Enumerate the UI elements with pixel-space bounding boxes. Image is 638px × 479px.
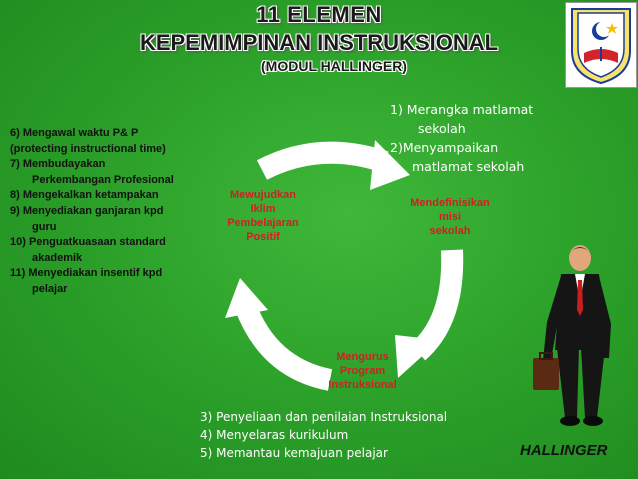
elements-list-right <box>390 100 590 176</box>
cycle-label-climate: Mewujudkan Iklim Pembelajaran Positif <box>227 189 299 243</box>
list-item: 10) Penguatkuasaan standard <box>10 236 166 249</box>
businessman-icon <box>525 240 625 430</box>
list-item: 4) Menyelaras kurikulum <box>200 428 349 442</box>
list-item: sekolah <box>418 121 466 136</box>
list-item: akademik <box>32 251 83 264</box>
cycle-arrow-top <box>262 153 385 170</box>
cycle-arrowhead-bottom <box>225 278 268 318</box>
list-item: 6) Mengawal waktu P& P <box>10 127 139 139</box>
elements-list-left <box>10 126 220 298</box>
subtitle: (MODUL HALLINGER) <box>261 58 407 74</box>
list-item: guru <box>32 220 57 233</box>
cycle-label-mission: Mendefinisikan misi sekolah <box>410 197 490 237</box>
list-item: matlamat sekolah <box>412 159 525 174</box>
list-item: 9) Menyediakan ganjaran kpd <box>10 204 164 217</box>
cycle-arrow-right <box>418 250 452 352</box>
list-item: pelajar <box>32 282 68 295</box>
list-item: (protecting instructional time) <box>10 142 166 155</box>
list-item: 7) Membudayakan <box>10 158 106 171</box>
list-item: 8) Mengekalkan ketampakan <box>10 189 159 202</box>
list-item: Perkembangan Profesional <box>32 173 174 186</box>
elements-list-bottom <box>200 408 520 462</box>
title-line2: KEPEMIMPINAN INSTRUKSIONAL <box>139 30 499 55</box>
author-label: HALLINGER <box>520 442 608 459</box>
list-item: 11) Menyediakan insentif kpd <box>10 267 163 280</box>
list-item: 2)Menyampaikan <box>390 140 499 155</box>
list-item: 5) Memantau kemajuan pelajar <box>200 446 388 460</box>
list-item: 3) Penyeliaan dan penilaian Instruksional <box>200 410 448 424</box>
title-line1: 11 ELEMEN <box>256 2 382 27</box>
cycle-label-program: Mengurus Program Instruksional <box>328 351 397 391</box>
ministry-crest-icon <box>565 2 637 88</box>
list-item: 1) Merangka matlamat <box>390 102 534 117</box>
